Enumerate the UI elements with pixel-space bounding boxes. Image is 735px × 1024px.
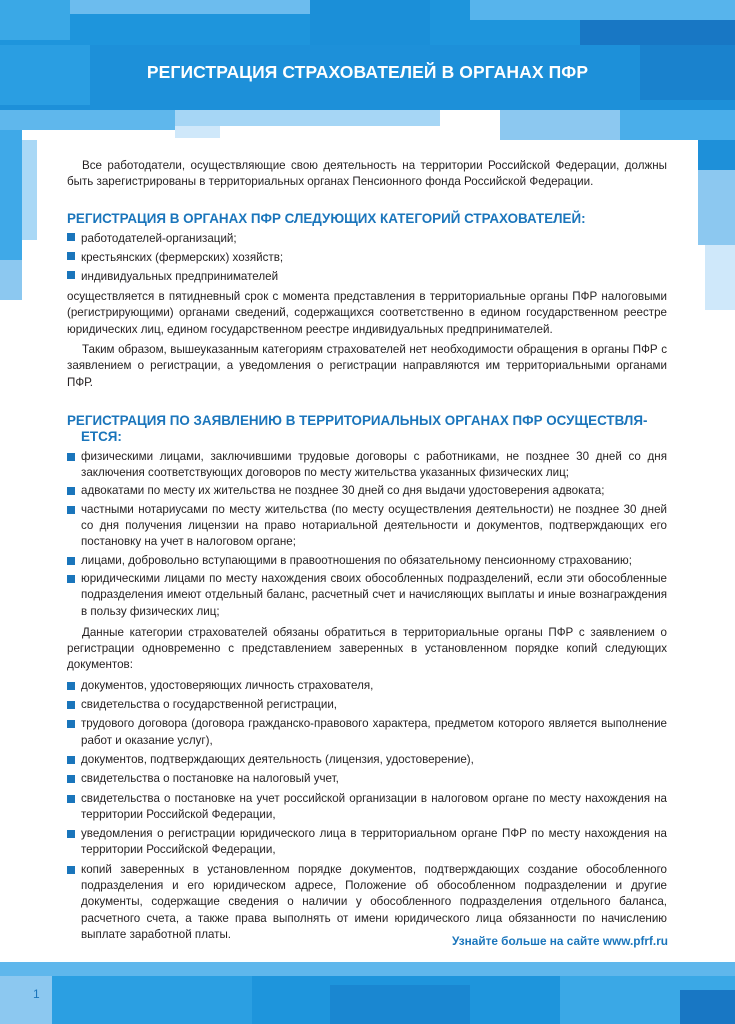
- bullet-square-icon: [67, 830, 75, 838]
- bullet-square-icon: [67, 701, 75, 709]
- list-item: крестьянских (фермерских) хозяйств;: [67, 248, 667, 267]
- list-item: адвокатами по месту их жительства не позднее 30 дней со дня выдачи удостоверения адвоката;: [67, 483, 667, 499]
- intro-paragraph: Все работодатели, осуществляющие свою деятельность на территории Российской Федерации, должны быть зарегистрированы в территориальных органах Пенсионного фонда Российской Федерации.: [67, 159, 667, 189]
- bullet-square-icon: [67, 866, 75, 874]
- list-item: юридическими лицами по месту нахождения своих обособленных подразделений, если эти обособленные подразделения имеют отдельный баланс, расчетный счет и начисляющих выплаты и иные вознаграждения в пользу физических лиц;: [67, 571, 667, 620]
- list-item: уведомления о регистрации юридического лица в территориальном органе ПФР по месту нахождения на территории Российской Федерации,: [67, 826, 667, 859]
- section2-list: [67, 449, 667, 620]
- list-item: документов, удостоверяющих личность страхователя,: [67, 678, 667, 694]
- list-item: свидетельства о постановке на учет российской организации в налоговом органе по месту нахождения на территории Российской Федерации,: [67, 791, 667, 824]
- section1-conclusion: Таким образом, вышеуказанным категориям страхователей нет необходимости обращения в органы ПФР с заявлением о регистрации, а уведомления о регистрации направляются им территориальными органами ПФР.: [67, 342, 667, 389]
- bullet-square-icon: [67, 252, 75, 260]
- bullet-square-icon: [67, 557, 75, 565]
- list-item: копий заверенных в установленном порядке документов, подтверждающих создание обособленного подразделения и его юридическом адресе, Положение об обособленном подразделении и другие документы, содержащие сведения о наличии у обособленного подразделения отдельного баланса, расчетного счета, а также права выполнять от имени юридического лица обязанности по начислению выплате заработной платы.: [67, 862, 667, 943]
- list-item: трудового договора (договора гражданско-правового характера, предметом которого является выполнение работ и оказание услуг),: [67, 716, 667, 749]
- bullet-square-icon: [67, 506, 75, 514]
- bullet-square-icon: [67, 233, 75, 241]
- bullet-square-icon: [67, 795, 75, 803]
- list-item: частными нотариусами по месту жительства (по месту осуществления деятельности) не позднее 30 дней со дня получения лицензии на право нотариальной деятельности и документов, подтверждающих его постановку на учет в налоговом органе;: [67, 502, 667, 551]
- list-item: свидетельства о постановке на налоговый учет,: [67, 771, 667, 787]
- section2-heading: РЕГИСТРАЦИЯ ПО ЗАЯВЛЕНИЮ В ТЕРРИТОРИАЛЬНЫХ ОРГАНАХ ПФР ОСУЩЕСТВЛЯ- ЕТСЯ:: [67, 412, 648, 445]
- section1-list: [67, 229, 667, 286]
- bullet-square-icon: [67, 453, 75, 461]
- bullet-square-icon: [67, 271, 75, 279]
- website-link[interactable]: Узнайте больше на сайте www.pfrf.ru: [452, 934, 668, 948]
- list-item: документов, подтверждающих деятельность (лицензия, удостоверение),: [67, 752, 667, 768]
- bullet-square-icon: [67, 682, 75, 690]
- bullet-square-icon: [67, 756, 75, 764]
- list-item: физическими лицами, заключившими трудовые договоры с работниками, не позднее 30 дней со дня заключения соответствующих договоров по месту жительства указанных физических лиц;: [67, 449, 667, 482]
- documents-list: [67, 678, 667, 943]
- list-item: лицами, добровольно вступающими в правоотношения по обязательному пенсионному страхованию;: [67, 553, 667, 569]
- section1-heading: РЕГИСТРАЦИЯ В ОРГАНАХ ПФР СЛЕДУЮЩИХ КАТЕГОРИЙ СТРАХОВАТЕЛЕЙ:: [67, 210, 586, 226]
- bullet-square-icon: [67, 575, 75, 583]
- bullet-square-icon: [67, 720, 75, 728]
- section1-paragraph: осуществляется в пятидневный срок с момента представления в территориальные органы ПФР налоговыми (регистрирующими) органами сведений, содержащихся соответственно в едином государственном реестре юридических лиц, едином государственном реестре индивидуальных предпринимателей.: [67, 290, 667, 336]
- page-title: РЕГИСТРАЦИЯ СТРАХОВАТЕЛЕЙ В ОРГАНАХ ПФР: [146, 62, 589, 82]
- list-item: индивидуальных предпринимателей: [67, 267, 667, 286]
- list-item: работодателей-организаций;: [67, 229, 667, 248]
- bullet-square-icon: [67, 487, 75, 495]
- bullet-square-icon: [67, 775, 75, 783]
- section2-paragraph: Данные категории страхователей обязаны обратиться в территориальные органы ПФР с заявлением о регистрации одновременно с представлением заверенных в установленном порядке копий следующих документов:: [67, 625, 667, 672]
- page-number: 1: [33, 987, 40, 1001]
- main-content: [67, 158, 667, 943]
- list-item: свидетельства о государственной регистрации,: [67, 697, 667, 713]
